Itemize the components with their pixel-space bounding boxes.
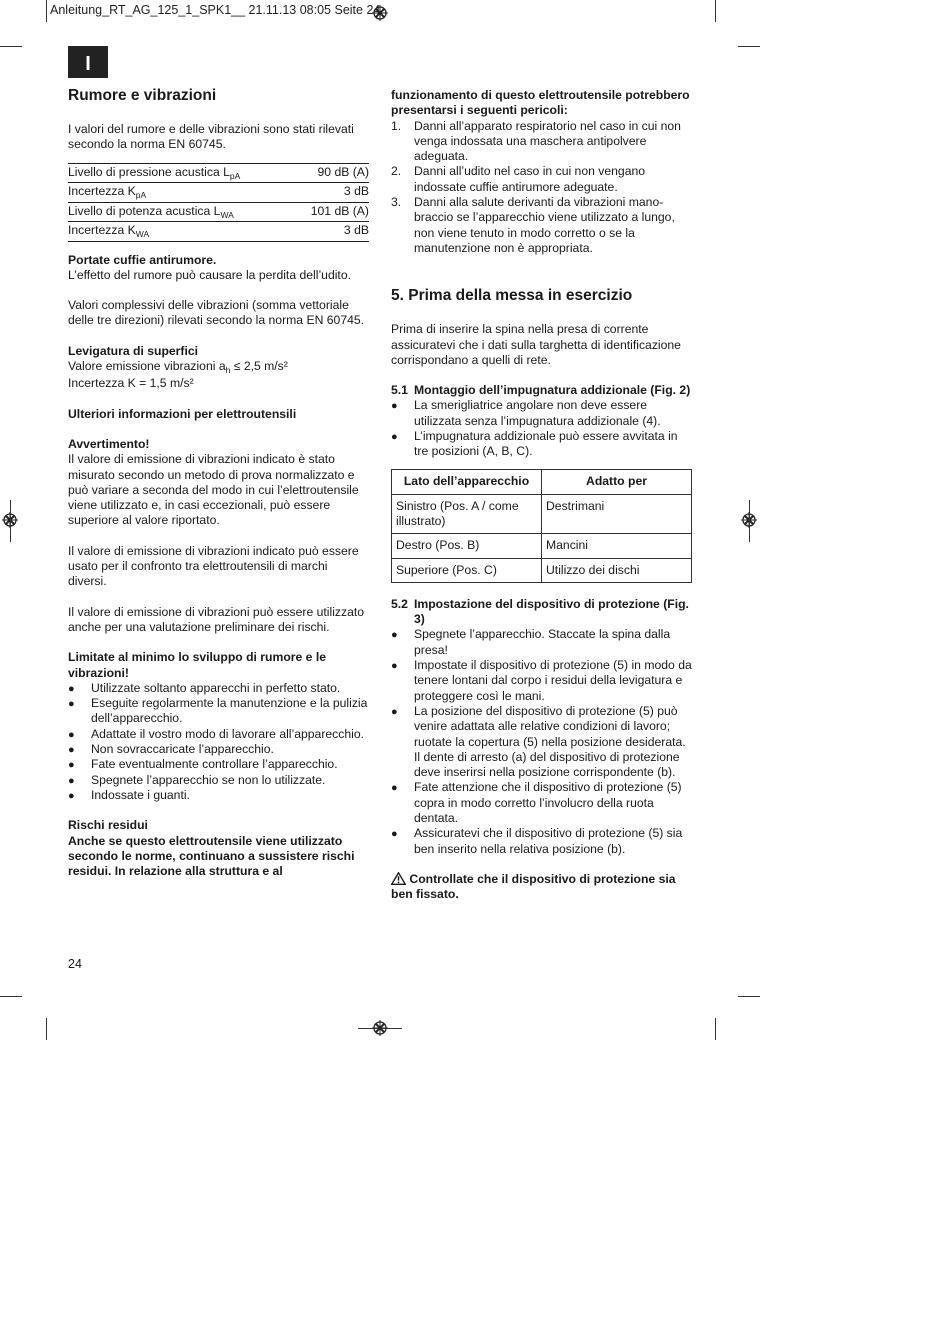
subsection-heading-5-1: 5.1 Montaggio dell’impugnatura addizionale (Fig. 2) <box>391 383 691 398</box>
table-row <box>68 163 369 183</box>
list-item: ● Assicuratevi che il dispositivo di protezione (5) sia ben inserito nella relativa posizione (b). <box>391 826 692 857</box>
list-item: ● Spegnete l’apparecchio se non lo utilizzate. <box>68 773 369 788</box>
crop-mark <box>715 0 716 22</box>
crop-mark <box>0 996 22 997</box>
residual-risks-continued: funzionamento di questo elettroutensile potrebbero presentarsi i seguenti pericoli: <box>391 88 690 118</box>
limit-list <box>68 681 369 803</box>
list-item: ● La smerigliatrice angolare non deve essere utilizzata senza l’impugnatura addizionale (4). <box>391 398 692 429</box>
table-row <box>68 202 369 222</box>
list-item: 2. Danni all’udito nel caso in cui non vengano indossate cuffie antirumore adeguate. <box>391 164 646 194</box>
vibration-text: Valori complessivi delle vibrazioni (somma vettoriale delle tre direzioni) rilevati secondo la norma EN 60745. <box>68 298 365 328</box>
final-warning: Controllate che il dispositivo di protezione sia ben fissato. <box>391 871 676 902</box>
section-intro: Prima di inserire la spina nella presa di corrente assicuratevi che i dati sulla targhetta di identificazione corrispondano a quelli di rete. <box>391 322 681 367</box>
warning-paragraph: Il valore di emissione di vibrazioni indicato può essere usato per il confronto tra elettroutensili di marchi diversi. <box>68 543 359 589</box>
table-row <box>392 558 692 582</box>
crop-mark <box>749 500 750 542</box>
warning-triangle-icon <box>391 872 406 885</box>
residual-risks-heading: Rischi residui <box>68 818 148 833</box>
spec-label: Incertezza $K_{pA}$ <box>68 183 293 203</box>
table-cell: Sinistro (Pos. A / come illustrato) <box>392 494 542 534</box>
table-row <box>68 183 369 203</box>
list-item: ● Impostate il dispositivo di protezione (5) in modo da tenere lontani dal corpo i residui della levigatura e proteggere così le mani. <box>391 658 692 704</box>
spec-value: 101 dB (A) <box>293 202 369 222</box>
spec-value: 3 dB <box>293 183 369 203</box>
list-item: ● Eseguite regolarmente la manutenzione e la pulizia dell’apparecchio. <box>68 696 369 727</box>
further-info-heading: Ulteriori informazioni per elettroutensili <box>68 406 297 421</box>
list-item: 3. Danni alla salute derivanti da vibrazioni mano-braccio se l’apparecchio viene utilizzato a lungo, non viene tenuto in modo corretto o se la manutenzione non è appropriata. <box>391 195 675 255</box>
left-column <box>68 86 369 879</box>
column-header: Lato dell’apparecchio <box>392 469 542 494</box>
list-item: ● Fate eventualmente controllare l’apparecchio. <box>68 757 369 772</box>
section-title-before-use: 5. Prima della messa in esercizio <box>391 287 633 305</box>
limit-heading: Limitate al minimo lo sviluppo di rumore e le vibrazioni! <box>68 650 327 680</box>
list-item: ● Indossate i guanti. <box>68 788 369 803</box>
language-tab: I <box>68 46 108 78</box>
warning-paragraph: Il valore di emissione di vibrazioni può essere utilizzato anche per una valutazione preliminare dei rischi. <box>68 604 365 634</box>
table-row <box>392 494 692 534</box>
crop-mark <box>46 0 47 22</box>
right-column <box>391 88 692 902</box>
crop-mark <box>715 1018 716 1040</box>
spec-label: Incertezza $K_{WA}$ <box>68 222 293 242</box>
sanding-heading: Levigatura di superfici <box>68 343 199 358</box>
spec-label: Livello di potenza acustica $L_{WA}$ <box>68 202 293 222</box>
table-cell: Destro (Pos. B) <box>392 534 542 558</box>
list-item: ● Utilizzate soltanto apparecchi in perfetto stato. <box>68 681 369 696</box>
ear-protection-heading: Portate cuffie antirumore. <box>68 252 217 267</box>
spec-label: Livello di pressione acustica $L_{pA}$ <box>68 163 293 183</box>
list-item: 1. Danni all’apparato respiratorio nel caso in cui non venga indossata una maschera antipolvere adeguata. <box>391 118 681 164</box>
crop-mark <box>0 46 22 47</box>
print-header: Anleitung_RT_AG_125_1_SPK1__ 21.11.13 08:05 Seite 24 <box>50 3 381 17</box>
crop-mark <box>358 1028 402 1029</box>
table-cell: Destrimani <box>542 494 692 534</box>
warning-paragraph: Il valore di emissione di vibrazioni indicato è stato misurato secondo un metodo di prova normalizzato e può variare a seconda del modo in cui l’elettroutensile viene utilizzato e, in casi eccezionali, può essere superiore al valore riportato. <box>68 452 359 528</box>
list-item: ● L’impugnatura addizionale può essere avvitata in tre posizioni (A, B, C). <box>391 429 692 460</box>
table-row <box>392 534 692 558</box>
list-item: ● La posizione del dispositivo di protezione (5) può venire adattata alle relative condizioni di lavoro; ruotate la copertura (5) nella posizione desiderata. Il dente di arresto (a) del dispositivo di protezione deve inserirsi nella posizione corrispondente (b). <box>391 704 692 780</box>
table-cell: Mancini <box>542 534 692 558</box>
list-item: ● Fate attenzione che il dispositivo di protezione (5) copra in modo corretto l’involucro della ruota dentata. <box>391 780 692 826</box>
column-header: Adatto per <box>542 469 692 494</box>
table-row <box>68 222 369 242</box>
list-item: ● Non sovraccaricate l’apparecchio. <box>68 742 369 757</box>
crop-mark <box>738 996 760 997</box>
crop-mark <box>10 500 11 542</box>
list-item: ● Spegnete l’apparecchio. Staccate la spina dalla presa! <box>391 627 692 658</box>
warning-heading: Avvertimento! <box>68 436 150 451</box>
table-cell: Utilizzo dei dischi <box>542 558 692 582</box>
noise-intro: I valori del rumore e delle vibrazioni sono stati rilevati secondo la norma EN 60745. <box>68 122 354 152</box>
handle-list <box>391 398 692 459</box>
crop-mark <box>46 1018 47 1040</box>
table-cell: Superiore (Pos. C) <box>392 558 542 582</box>
sanding-line-2: Incertezza K = 1,5 m/s² <box>68 376 194 391</box>
spec-value: 3 dB <box>293 222 369 242</box>
dangers-list <box>391 119 692 257</box>
sanding-line-1: Valore emissione vibrazioni $a_h \le 2,5$ m/s² <box>68 359 288 376</box>
ear-protection-text: L’effetto del rumore può causare la perdita dell’udito. <box>68 267 351 282</box>
spec-value: 90 dB (A) <box>293 163 369 183</box>
guard-list <box>391 627 692 856</box>
noise-spec-table <box>68 163 369 242</box>
subsection-heading-5-2: 5.2 Impostazione del dispositivo di protezione (Fig. 3) <box>391 596 689 627</box>
crop-mark <box>738 46 760 47</box>
handle-position-table <box>391 469 692 583</box>
list-item: ● Adattate il vostro modo di lavorare all’apparecchio. <box>68 727 369 742</box>
page-number: 24 <box>68 957 82 971</box>
table-header-row <box>392 469 692 494</box>
residual-risks-text: Anche se questo elettroutensile viene utilizzato secondo le norme, continuano a sussistere rischi residui. In relazione alla struttura e al <box>68 833 355 879</box>
section-title-noise: Rumore e vibrazioni <box>68 87 217 104</box>
